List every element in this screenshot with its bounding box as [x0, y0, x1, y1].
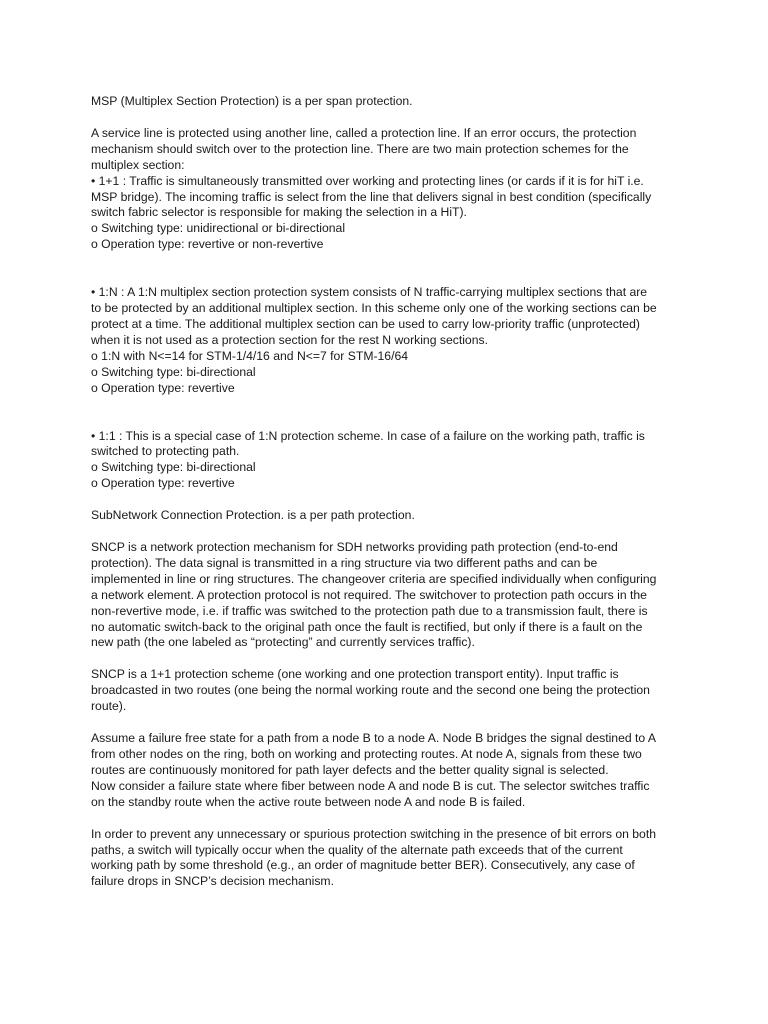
text-line: In order to prevent any unnecessary or spurious protection switching in the presence of bit errors on both	[91, 826, 656, 841]
text-line: • 1+1 : Traffic is simultaneously transmitted over working and protecting lines (or cards if it is for hiT i.e.	[91, 173, 644, 188]
paragraph-gap	[91, 397, 728, 429]
paragraph-gap	[91, 651, 728, 667]
text-line: route).	[91, 699, 127, 714]
text-line: multiplex section:	[91, 157, 185, 172]
paragraph	[91, 667, 728, 715]
text-line: when it is not used as a protection section for the rest N working sections.	[91, 332, 488, 347]
text-line: SubNetwork Connection Protection. is a per path protection.	[91, 508, 415, 523]
paragraph-gap	[91, 811, 728, 827]
text-line: to be protected by an additional multiplex section. In this scheme only one of the working sections can be	[91, 301, 657, 316]
text-line: protection). The data signal is transmitted in a ring structure via two different paths and can be	[91, 555, 598, 570]
text-line: o Operation type: revertive	[91, 476, 235, 491]
text-line: • 1:N : A 1:N multiplex section protection system consists of N traffic-carrying multiplex sections that are	[91, 285, 648, 300]
text-line: SNCP is a 1+1 protection scheme (one working and one protection transport entity). Input traffic is	[91, 667, 619, 682]
text-line: non-revertive mode, i.e. if traffic was switched to the protection path due to a transmission fault, there is	[91, 603, 648, 618]
paragraph	[91, 429, 728, 493]
text-line: broadcasted in two routes (one being the normal working route and the second one being the protection	[91, 683, 650, 698]
text-line: working path by some threshold (e.g., an order of magnitude better BER). Consecutively, any case of	[91, 858, 635, 873]
text-line: mechanism should switch over to the protection line. There are two main protection schemes for the	[91, 141, 629, 156]
text-line: routes are continuously monitored for path layer defects and the better quality signal is selected.	[91, 762, 609, 777]
text-line: no automatic switch-back to the original path once the fault is rectified, but only if there is a fault on the	[91, 619, 643, 634]
text-line: new path (the one labeled as “protecting” and currently services traffic).	[91, 635, 475, 650]
paragraph-gap	[91, 524, 728, 540]
text-line: protect at a time. The additional multiplex section can be used to carry low-priority traffic (unprotected)	[91, 316, 640, 331]
text-line: A service line is protected using another line, called a protection line. If an error occurs, the protection	[91, 125, 637, 140]
text-line: SNCP is a network protection mechanism for SDH networks providing path protection (end-to-end	[91, 540, 618, 555]
text-line: switched to protecting path.	[91, 444, 240, 459]
text-line: o Switching type: unidirectional or bi-directional	[91, 221, 346, 236]
text-line: paths, a switch will typically occur when the quality of the alternate path exceeds that of the current	[91, 842, 623, 857]
paragraph-gap	[91, 253, 728, 285]
text-line: Assume a failure free state for a path from a node B to a node A. Node B bridges the signal destined to A	[91, 731, 657, 746]
text-line: from other nodes on the ring, both on working and protecting routes. At node A, signals from these two	[91, 747, 642, 761]
paragraph	[91, 508, 728, 524]
paragraph	[91, 94, 728, 110]
text-line: o Operation type: revertive	[91, 380, 235, 395]
text-line: o Operation type: revertive or non-revertive	[91, 237, 324, 252]
paragraph-gap	[91, 492, 728, 508]
text-line: MSP bridge). The incoming traffic is select from the line that delivers signal in best condition (specifically	[91, 189, 652, 204]
text-line: Now consider a failure state where fiber between node A and node B is cut. The selector switches traffic	[91, 778, 650, 793]
text-line: implemented in line or ring structures. The changeover criteria are specified individually when configuring	[91, 571, 657, 586]
text-line: • 1:1 : This is a special case of 1:N protection scheme. In case of a failure on the working path, traffic is	[91, 428, 645, 443]
text-line: MSP (Multiplex Section Protection) is a per span protection.	[91, 94, 413, 108]
paragraph-gap	[91, 110, 728, 126]
paragraph	[91, 285, 728, 396]
paragraph	[91, 731, 728, 811]
text-line: switch fabric selector is responsible for making the selection in a HiT).	[91, 205, 467, 220]
text-line: failure drops in SNCP’s decision mechanism.	[91, 874, 334, 889]
text-line: o Switching type: bi-directional	[91, 364, 256, 379]
text-line: o 1:N with N<=14 for STM-1/4/16 and N<=7 for STM-16/64	[91, 348, 409, 363]
paragraph	[91, 827, 728, 891]
paragraph	[91, 540, 728, 651]
paragraph	[91, 126, 728, 253]
text-line: o Switching type: bi-directional	[91, 460, 256, 475]
text-line: on the standby route when the active route between node A and node B is failed.	[91, 794, 526, 809]
text-line: a network element. A protection protocol is not required. The switchover to protection path occurs in the	[91, 587, 647, 602]
paragraph-gap	[91, 715, 728, 731]
